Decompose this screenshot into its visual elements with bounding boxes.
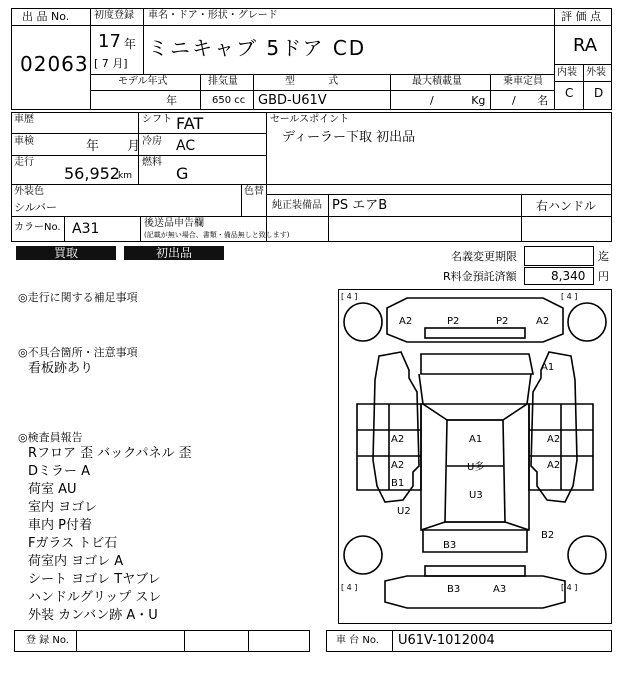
mark-left-mid-panel: A2 (391, 460, 405, 471)
car-name-label: 車名・ドア・形状・グレード (148, 10, 278, 21)
mark-front-center-right: P2 (496, 316, 509, 327)
rating-label: 評 価 点 (561, 10, 601, 23)
inspector-line: Dミラー A (28, 464, 91, 479)
first-reg-label: 初度登録 (94, 10, 134, 21)
mark-right-front-panel: A2 (547, 434, 561, 445)
mileage-value: 56,952 (64, 164, 120, 183)
chassis-label: 車 台 No. (336, 635, 379, 646)
sales-point-label: セールスポイント (270, 114, 350, 125)
inspection-label: 車検 (14, 136, 34, 147)
exterior-grade: D (594, 86, 604, 100)
mark-front-left: A2 (399, 316, 413, 327)
name-change-label: 名義変更期限 (451, 250, 517, 263)
lot-number: 02063 (20, 52, 89, 76)
name-change-box (524, 246, 594, 266)
model-year-label: モデル年式 (118, 76, 168, 87)
color-change-label: 色替 (244, 186, 264, 197)
corner-tag-br: [ 4 ] (561, 583, 578, 592)
inspector-line: シート ヨゴレ Tヤブレ (28, 572, 161, 587)
recycle-label: R料金預託済額 (443, 270, 517, 283)
mark-right-rear-door: B2 (541, 530, 555, 541)
mark-front-right: A2 (536, 316, 550, 327)
exterior-color-value: シルバー (14, 201, 57, 214)
inspector-line: 外装 カンバン跡 A・U (28, 608, 158, 623)
fuel-value: G (176, 164, 189, 183)
steering-value: 右ハンドル (536, 199, 597, 213)
later-report-note: (記載が無い場合、書類・備品無しと致します) (144, 231, 290, 239)
inspector-line: 荷室 AU (28, 482, 77, 497)
model-year-unit: 年 (166, 94, 177, 107)
year-unit: 年 (124, 37, 137, 51)
month-value: [ 7 月] (94, 57, 128, 70)
displacement-value: 650 cc (212, 95, 246, 106)
mark-rear-bumper-left: B3 (447, 584, 461, 595)
type-label: 型 式 (285, 76, 339, 87)
mark-left-rear-panel: B1 (391, 478, 405, 489)
recycle-value: 8,340 (551, 269, 586, 283)
mark-right-mid-panel: A2 (547, 460, 561, 471)
damage-diagram-frame (338, 289, 612, 624)
inspector-line: 車内 P付着 (28, 518, 92, 533)
max-load-label: 最大積載量 (412, 76, 462, 87)
lot-label: 出 品 No. (22, 10, 70, 23)
year-value: 17 (98, 31, 121, 52)
mark-rear-bumper-right: A3 (493, 584, 507, 595)
mark-left-front-panel: A2 (391, 434, 405, 445)
inspector-title: ◎検査員報告 (18, 431, 83, 444)
mark-roof-mid: U多 (467, 462, 485, 473)
shift-value: FAT (176, 114, 204, 133)
color-no-value: A31 (72, 221, 100, 237)
shift-label: シフト (142, 114, 172, 125)
color-no-label: カラーNo. (14, 222, 61, 233)
sales-point-text: ディーラー下取 初出品 (282, 130, 416, 145)
mark-right-front-door: A1 (541, 362, 555, 373)
car-name: ミニキャブ 5ドア CD (148, 36, 367, 60)
corner-tag-bl: [ 4 ] (341, 583, 358, 592)
corner-tag-tr: [ 4 ] (561, 292, 578, 301)
first-listing-badge: 初出品 (124, 246, 224, 260)
displacement-label: 排気量 (208, 76, 238, 87)
registration-label: 登 録 No. (26, 635, 69, 646)
buy-badge: 買取 (16, 246, 116, 260)
inspector-line: Rフロア 歪 バックパネル 歪 (28, 446, 192, 461)
max-load-value: / Kg (430, 94, 486, 107)
rating-value: RA (573, 35, 598, 56)
equipment-value: PS エアB (332, 198, 388, 213)
driving-notes-title: ◎走行に関する補足事項 (18, 291, 138, 304)
capacity-label: 乗車定員 (503, 76, 543, 87)
mark-left-rear-door: U2 (397, 506, 411, 517)
interior-grade: C (565, 86, 574, 100)
mark-roof-front: A1 (469, 434, 483, 445)
exterior-label: 外装 (586, 67, 606, 78)
defect-line: 看板跡あり (28, 361, 94, 376)
mark-rear-gate: B3 (443, 540, 457, 551)
inspection-value: 年 月 (86, 139, 141, 154)
mark-roof-rear: U3 (469, 490, 483, 501)
capacity-value: / 名 (512, 94, 549, 107)
inspector-line: Fガラス トビ石 (28, 536, 118, 551)
recycle-unit: 円 (598, 270, 609, 283)
mileage-unit: km (118, 171, 132, 181)
interior-label: 内装 (557, 67, 577, 78)
later-report-label: 後送品申告欄 (144, 218, 204, 229)
ac-label: 冷房 (142, 136, 162, 147)
inspector-list (28, 445, 192, 625)
mileage-label: 走行 (14, 157, 34, 168)
chassis-value: U61V-1012004 (398, 633, 495, 648)
mark-front-center-left: P2 (447, 316, 460, 327)
corner-tag-tl: [ 4 ] (341, 292, 358, 301)
inspector-line: ハンドルグリップ スレ (28, 590, 162, 605)
inspector-line: 荷室内 ヨゴレ A (28, 554, 124, 569)
ac-value: AC (176, 138, 196, 154)
defects-title: ◎不具合箇所・注意事項 (18, 346, 138, 359)
exterior-color-label: 外装色 (14, 186, 44, 197)
fuel-label: 燃料 (142, 157, 162, 168)
inspector-line: 室内 ヨゴレ (28, 500, 98, 515)
equipment-label: 純正装備品 (272, 200, 322, 211)
type-value: GBD-U61V (258, 93, 327, 108)
history-label: 車歴 (14, 114, 34, 125)
defects-list (28, 360, 93, 378)
car-outline-diagram (339, 290, 611, 623)
name-change-unit: 迄 (598, 250, 609, 263)
